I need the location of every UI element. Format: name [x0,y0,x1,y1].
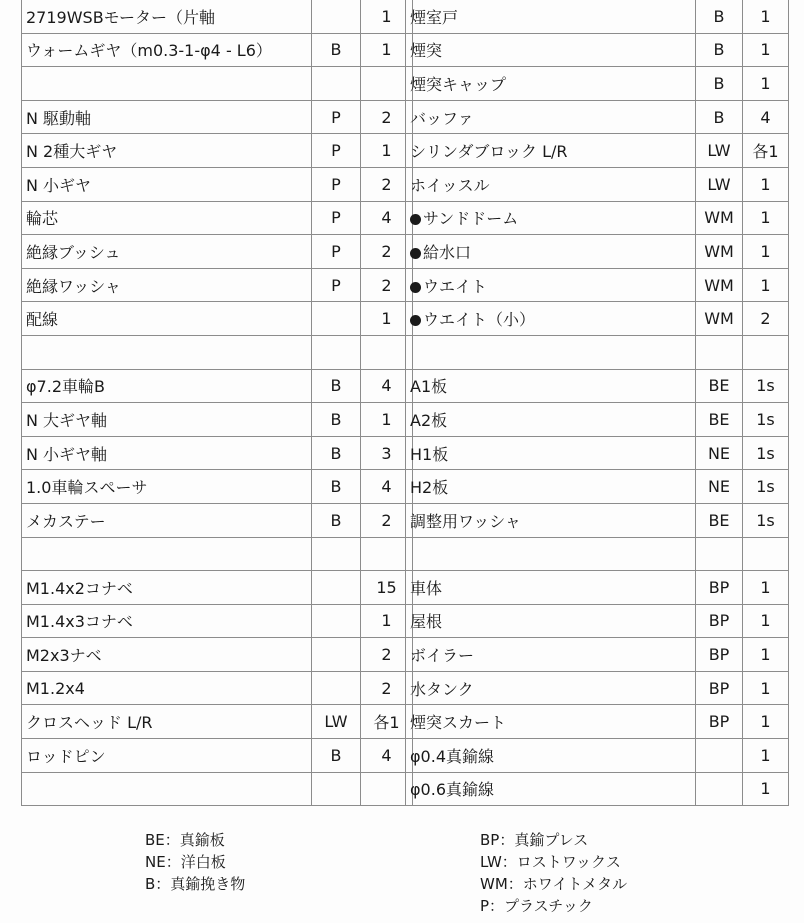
part-name-cell [22,268,312,302]
part-name: N 2種大ギヤ [26,142,118,162]
quantity-cell: 1s [743,369,789,403]
material-code-cell: BP [696,671,743,705]
part-name: H2板 [410,478,449,498]
quantity-cell: 2 [361,503,413,537]
table-row [22,0,413,33]
quantity-cell: 1 [743,0,789,33]
part-name-cell [406,739,696,773]
table-row [22,369,413,403]
legend-entry: NE：洋白板 [145,853,226,871]
part-name: A2板 [410,410,448,430]
table-row [406,604,789,638]
material-code-cell: B [312,739,361,773]
table-row [406,571,789,605]
part-name-cell [406,503,696,537]
material-code-cell [696,335,743,369]
part-name: ウォームギヤ（m0.3-1-φ4 - L6） [26,41,272,61]
legend-entry: WM：ホワイトメタル [480,875,628,893]
quantity-cell: 2 [361,671,413,705]
table-row [406,369,789,403]
material-code-cell: B [312,403,361,437]
material-legend-left [145,829,245,895]
part-name-cell [22,302,312,336]
table-row [22,167,413,201]
part-name: 2719WSBモーター（片軸 [26,7,216,27]
quantity-cell: 1 [743,772,789,806]
part-name-cell [406,369,696,403]
quantity-cell: 1 [743,571,789,605]
table-row [22,671,413,705]
material-code-cell: P [312,201,361,235]
part-name-cell [22,335,312,369]
table-row [406,705,789,739]
quantity-cell: 1 [743,33,789,67]
part-name: 水タンク [410,679,474,699]
quantity-cell: 1 [743,671,789,705]
part-name-cell [406,604,696,638]
legend-entry: B：真鍮挽き物 [145,875,246,893]
quantity-cell [743,537,789,571]
table-row [22,100,413,134]
quantity-cell: 1 [743,67,789,101]
quantity-cell: 1 [743,235,789,269]
parts-table-right [405,0,789,806]
part-name: φ0.4真鍮線 [410,746,495,766]
part-name-cell [22,0,312,33]
part-name-cell [22,638,312,672]
table-row [22,268,413,302]
material-code-cell [312,302,361,336]
part-name-cell [406,235,696,269]
table-row [22,604,413,638]
quantity-cell: 1 [361,403,413,437]
table-row [406,772,789,806]
material-code-cell: P [312,167,361,201]
part-name-cell [22,67,312,101]
legend-entry: BE：真鍮板 [145,831,225,849]
legend-entry: P：プラスチック [480,897,593,915]
quantity-cell: 1s [743,470,789,504]
table-row [406,268,789,302]
part-name-cell [406,671,696,705]
table-row [22,235,413,269]
part-name: 配線 [26,310,59,330]
quantity-cell: 1 [361,0,413,33]
part-name: φ7.2車輪B [26,377,105,397]
material-code-cell: BE [696,369,743,403]
part-name: 給水口 [423,242,472,262]
quantity-cell: 1s [743,403,789,437]
part-name-cell [406,571,696,605]
material-code-cell: P [312,268,361,302]
part-name-cell [406,638,696,672]
part-name: 絶縁ブッシュ [26,242,121,262]
part-name-cell [22,436,312,470]
part-name-cell [22,235,312,269]
table-row [22,67,413,101]
table-row [406,638,789,672]
table-row [22,705,413,739]
part-name-cell [22,604,312,638]
material-code-cell: NE [696,436,743,470]
table-row [22,772,413,806]
material-code-cell: WM [696,235,743,269]
quantity-cell: 1 [743,739,789,773]
material-code-cell: B [312,503,361,537]
table-row [22,638,413,672]
part-name: 車体 [410,578,443,598]
table-row [22,201,413,235]
part-name-cell [22,201,312,235]
material-code-cell [312,537,361,571]
part-name-cell [22,537,312,571]
material-code-cell: B [696,100,743,134]
part-name-cell [406,470,696,504]
quantity-cell: 1 [361,604,413,638]
part-name-cell [406,403,696,437]
part-name: N 小ギヤ [26,175,92,195]
material-code-cell [312,0,361,33]
quantity-cell: 4 [361,470,413,504]
table-row [406,67,789,101]
part-name: A1板 [410,377,448,397]
part-name: 煙突キャップ [410,74,507,94]
part-name-cell [22,705,312,739]
table-row [406,739,789,773]
quantity-cell: 1 [743,604,789,638]
quantity-cell: 1 [361,134,413,168]
table-row [406,503,789,537]
table-row [406,33,789,67]
part-name: M1.4x2コナベ [26,578,133,598]
material-code-cell: B [696,67,743,101]
part-name: 絶縁ワッシャ [26,276,121,296]
material-code-cell [312,67,361,101]
part-name: ロッドピン [26,746,106,766]
material-legend-right [480,829,627,917]
quantity-cell: 1s [743,436,789,470]
table-row [406,167,789,201]
material-code-cell: B [312,436,361,470]
material-code-cell [312,772,361,806]
table-row [406,671,789,705]
part-name: M2x3ナベ [26,646,102,666]
part-name-cell [22,403,312,437]
table-row [22,739,413,773]
material-code-cell: BP [696,705,743,739]
filled-circle-icon [410,282,421,293]
material-code-cell [696,739,743,773]
part-name: M1.2x4 [26,678,85,698]
part-name: 1.0車輪スペーサ [26,478,148,498]
quantity-cell: 1 [743,638,789,672]
table-row [22,403,413,437]
part-name-cell [406,537,696,571]
material-code-cell [312,638,361,672]
part-name-cell [406,100,696,134]
table-row [406,235,789,269]
part-name-cell [22,671,312,705]
material-code-cell: BP [696,604,743,638]
part-name-cell [406,201,696,235]
part-name: ホイッスル [410,175,490,195]
part-name: 煙室戸 [410,7,459,27]
material-code-cell [312,335,361,369]
part-name-cell [406,67,696,101]
table-row [22,503,413,537]
table-row [406,134,789,168]
quantity-cell: 15 [361,571,413,605]
quantity-cell: 1 [743,705,789,739]
table-row [22,470,413,504]
legend-entry: BP：真鍮プレス [480,831,589,849]
quantity-cell: 1 [743,201,789,235]
table-row [406,537,789,571]
part-name-cell [406,33,696,67]
quantity-cell: 2 [361,235,413,269]
filled-circle-icon [410,214,421,225]
material-code-cell: B [312,369,361,403]
quantity-cell: 1s [743,503,789,537]
quantity-cell: 2 [361,167,413,201]
part-name-cell [406,0,696,33]
part-name-cell [22,470,312,504]
part-name-cell [22,167,312,201]
part-name: シリンダブロック L/R [410,142,568,162]
part-name: ボイラー [410,646,475,666]
part-name-cell [406,167,696,201]
quantity-cell: 2 [743,302,789,336]
legend-entry: LW：ロストワックス [480,853,621,871]
part-name-cell [406,134,696,168]
part-name: 煙突 [410,41,443,61]
part-name-cell [22,33,312,67]
material-code-cell: BP [696,571,743,605]
table-row [406,436,789,470]
part-name: N 駆動軸 [26,108,92,128]
table-row [22,302,413,336]
material-code-cell: BE [696,403,743,437]
quantity-cell: 各1 [361,705,413,739]
part-name-cell [22,369,312,403]
table-row [22,335,413,369]
table-row [22,436,413,470]
material-code-cell [312,604,361,638]
part-name: ウエイト（小） [423,310,536,330]
part-name-cell [406,335,696,369]
quantity-cell: 4 [361,201,413,235]
material-code-cell: LW [696,134,743,168]
material-code-cell: B [696,0,743,33]
table-row [406,335,789,369]
material-code-cell [312,571,361,605]
part-name-cell [22,571,312,605]
part-name-cell [22,503,312,537]
table-row [22,537,413,571]
table-row [406,470,789,504]
quantity-cell: 2 [361,100,413,134]
quantity-cell: 2 [361,638,413,672]
part-name: 調整用ワッシャ [410,511,521,531]
part-name-cell [406,772,696,806]
part-name: クロスヘッド L/R [26,713,153,733]
material-code-cell: LW [312,705,361,739]
material-code-cell [696,772,743,806]
part-name: φ0.6真鍮線 [410,780,495,800]
part-name-cell [406,268,696,302]
material-code-cell: WM [696,201,743,235]
quantity-cell: 4 [361,369,413,403]
material-code-cell: BP [696,638,743,672]
part-name: メカステー [26,511,106,531]
quantity-cell: 1 [743,167,789,201]
part-name: ウエイト [423,276,488,296]
table-row [406,403,789,437]
part-name-cell [22,739,312,773]
material-code-cell: P [312,235,361,269]
quantity-cell: 1 [743,268,789,302]
part-name-cell [406,302,696,336]
quantity-cell: 1 [361,302,413,336]
material-code-cell: P [312,134,361,168]
part-name: 輪芯 [26,209,59,229]
material-code-cell [312,671,361,705]
material-code-cell: B [312,470,361,504]
table-row [22,571,413,605]
quantity-cell: 1 [361,33,413,67]
table-row [22,33,413,67]
part-name-cell [406,705,696,739]
part-name-cell [22,134,312,168]
table-row [22,134,413,168]
part-name: 煙突スカート [410,713,507,733]
material-code-cell: P [312,100,361,134]
part-name: バッファ [410,108,474,128]
filled-circle-icon [410,248,421,259]
table-row [406,302,789,336]
quantity-cell: 4 [743,100,789,134]
part-name: H1板 [410,444,449,464]
part-name: M1.4x3コナベ [26,612,133,632]
quantity-cell: 3 [361,436,413,470]
part-name: N 小ギヤ軸 [26,444,108,464]
parts-table-left [21,0,413,806]
material-code-cell: BE [696,503,743,537]
material-code-cell: LW [696,167,743,201]
material-code-cell: WM [696,268,743,302]
quantity-cell: 各1 [743,134,789,168]
part-name: 屋根 [410,612,443,632]
material-code-cell: B [312,33,361,67]
part-name-cell [22,772,312,806]
material-code-cell: WM [696,302,743,336]
material-code-cell [696,537,743,571]
filled-circle-icon [410,315,421,326]
part-name: サンドドーム [423,209,519,229]
table-row [406,0,789,33]
part-name-cell [22,100,312,134]
material-code-cell: NE [696,470,743,504]
material-code-cell: B [696,33,743,67]
quantity-cell: 2 [361,268,413,302]
quantity-cell: 4 [361,739,413,773]
quantity-cell [743,335,789,369]
table-row [406,100,789,134]
part-name: N 大ギヤ軸 [26,410,108,430]
table-row [406,201,789,235]
part-name-cell [406,436,696,470]
